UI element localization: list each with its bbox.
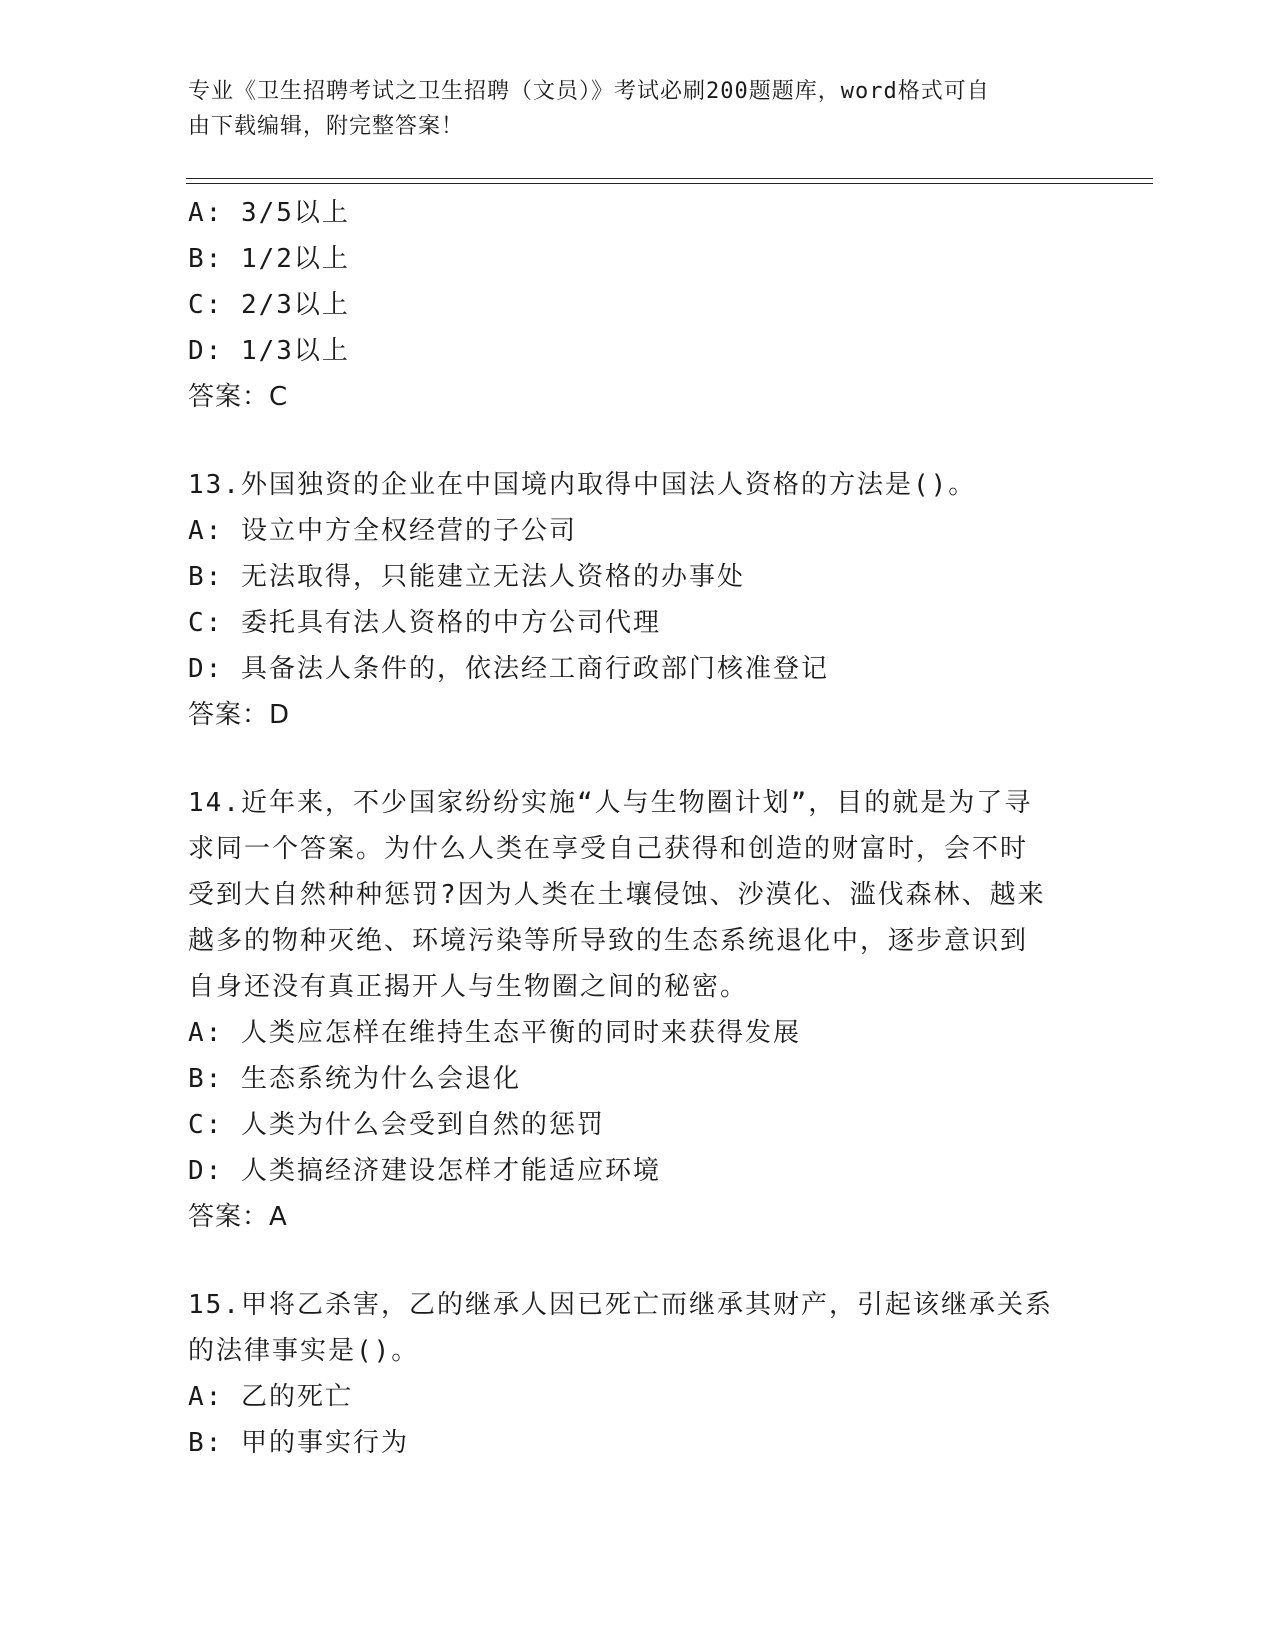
stem-line: 自身还没有真正揭开人与生物圈之间的秘密。 — [188, 972, 749, 1002]
stem-line: 求同一个答案。为什么人类在享受自己获得和创造的财富时，会不时 — [188, 834, 1029, 864]
option-b: B: 1/2以上 — [188, 244, 350, 274]
answer: 答案：A — [188, 1202, 288, 1232]
header-line-2: 由下载编辑，附完整答案！ — [188, 114, 465, 139]
option-b: B: 甲的事实行为 — [188, 1428, 409, 1458]
option-b: B: 生态系统为什么会退化 — [188, 1064, 521, 1094]
option-c: C: 委托具有法人资格的中方公司代理 — [188, 608, 661, 638]
option-a: A: 设立中方全权经营的子公司 — [188, 516, 577, 546]
header-rule-top — [186, 178, 1153, 179]
question-stem — [188, 780, 1078, 1010]
answer: 答案：C — [188, 382, 289, 412]
stem-line: 13.外国独资的企业在中国境内取得中国法人资格的方法是()。 — [188, 470, 977, 500]
option-d: D: 1/3以上 — [188, 336, 350, 366]
option-a: A: 乙的死亡 — [188, 1382, 353, 1412]
question-stem — [188, 1282, 1078, 1374]
option-a: A: 3/5以上 — [188, 198, 350, 228]
question-stem — [188, 462, 1078, 508]
stem-line: 越多的物种灭绝、环境污染等所导致的生态系统退化中，逐步意识到 — [188, 926, 1029, 956]
stem-line: 14.近年来，不少国家纷纷实施“人与生物圈计划”，目的就是为了寻 — [188, 788, 1033, 818]
option-b: B: 无法取得，只能建立无法人资格的办事处 — [188, 562, 745, 592]
question-15 — [188, 1282, 1078, 1466]
option-a: A: 人类应怎样在维持生态平衡的同时来获得发展 — [188, 1018, 801, 1048]
question-12 — [188, 190, 1078, 420]
option-c: C: 2/3以上 — [188, 290, 350, 320]
option-d: D: 具备法人条件的，依法经工商行政部门核准登记 — [188, 654, 829, 684]
question-list — [188, 190, 1078, 1466]
option-c: C: 人类为什么会受到自然的惩罚 — [188, 1110, 605, 1140]
answer: 答案：D — [188, 700, 291, 730]
option-d: D: 人类搞经济建设怎样才能适应环境 — [188, 1156, 661, 1186]
stem-line: 的法律事实是()。 — [188, 1336, 420, 1366]
page-header — [188, 74, 1068, 144]
stem-line: 15.甲将乙杀害，乙的继承人因已死亡而继承其财产，引起该继承关系 — [188, 1290, 1053, 1320]
question-13 — [188, 462, 1078, 738]
header-rule-bottom — [186, 183, 1153, 184]
header-line-1: 专业《卫生招聘考试之卫生招聘（文员）》考试必刷200题题库，word格式可自 — [188, 79, 990, 104]
question-14 — [188, 780, 1078, 1240]
stem-line: 受到大自然种种惩罚?因为人类在土壤侵蚀、沙漠化、滥伐森林、越来 — [188, 880, 1046, 910]
